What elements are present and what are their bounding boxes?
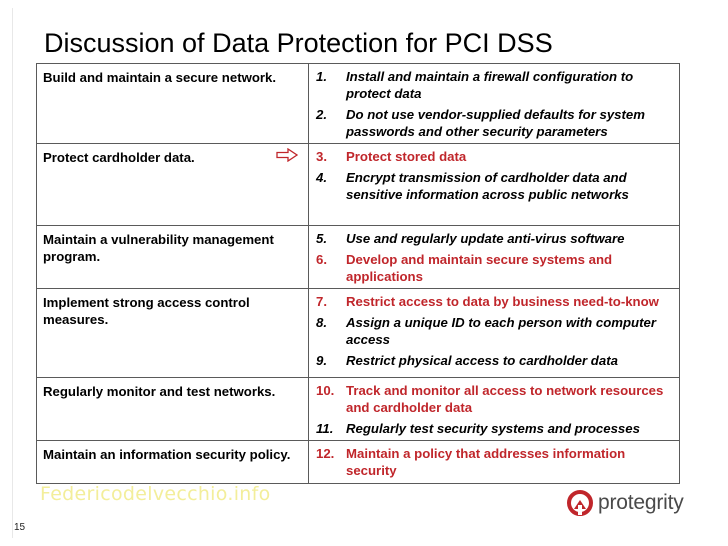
item-number: 10. — [316, 383, 335, 398]
list-item — [316, 106, 673, 140]
requirement-cell — [37, 441, 309, 484]
table-row — [37, 289, 680, 378]
item-text: Regularly test security systems and processes — [346, 421, 640, 436]
item-text: Maintain a policy that addresses information security — [346, 446, 626, 478]
requirement-text: Maintain a vulnerability management program. — [43, 232, 274, 264]
table-row — [37, 64, 680, 144]
list-item — [316, 68, 673, 102]
item-text: Use and regularly update anti-virus software — [346, 231, 625, 246]
item-text: Protect stored data — [346, 149, 467, 164]
items-cell — [309, 378, 680, 441]
list-item — [316, 169, 673, 203]
list-item — [316, 251, 673, 285]
requirement-cell — [37, 144, 309, 226]
requirement-cell — [37, 226, 309, 289]
item-text: Install and maintain a firewall configuration to protect data — [346, 69, 634, 101]
requirement-text: Regularly monitor and test networks. — [43, 384, 276, 399]
table-row — [37, 226, 680, 289]
requirement-text: Implement strong access control measures. — [43, 295, 250, 327]
items-cell — [309, 441, 680, 484]
page-title: Discussion of Data Protection for PCI DSS — [44, 28, 553, 58]
list-item — [316, 382, 673, 416]
requirement-text: Protect cardholder data. — [43, 150, 195, 165]
list-item — [316, 420, 673, 437]
item-number: 2. — [316, 107, 327, 122]
list-item — [316, 314, 673, 348]
list-item — [316, 352, 673, 369]
item-number: 5. — [316, 231, 327, 246]
item-text: Restrict access to data by business need-to-know — [346, 294, 659, 309]
list-item — [316, 293, 673, 310]
item-number: 7. — [316, 294, 327, 309]
slide-number: 15 — [14, 522, 26, 533]
requirement-text: Build and maintain a secure network. — [43, 70, 277, 85]
table-row — [37, 378, 680, 441]
right-arrow-icon — [276, 148, 298, 162]
item-number: 4. — [316, 170, 327, 185]
list-item — [316, 148, 673, 165]
item-number: 6. — [316, 252, 327, 267]
left-divider — [12, 8, 13, 538]
requirement-text: Maintain an information security policy. — [43, 447, 291, 462]
logo-text: protegrity — [598, 491, 684, 514]
requirement-cell — [37, 378, 309, 441]
table-row — [37, 144, 680, 226]
requirement-cell — [37, 289, 309, 378]
item-number: 9. — [316, 353, 327, 368]
requirement-cell — [37, 64, 309, 144]
item-number: 1. — [316, 69, 327, 84]
items-cell — [309, 144, 680, 226]
item-text: Develop and maintain secure systems and applications — [346, 252, 613, 284]
item-text: Restrict physical access to cardholder data — [346, 353, 618, 368]
item-text: Encrypt transmission of cardholder data and sensitive information across public networks — [346, 170, 629, 202]
protegrity-logo-icon — [566, 489, 594, 517]
items-cell — [309, 289, 680, 378]
protegrity-logo — [566, 489, 684, 517]
item-number: 3. — [316, 149, 327, 164]
item-text: Assign a unique ID to each person with computer access — [346, 315, 656, 347]
pci-requirements-table — [36, 63, 680, 484]
table-row — [37, 441, 680, 484]
list-item — [316, 230, 673, 247]
items-cell — [309, 64, 680, 144]
item-text: Track and monitor all access to network resources and cardholder data — [346, 383, 664, 415]
item-number: 12. — [316, 446, 335, 461]
list-item — [316, 445, 673, 479]
item-text: Do not use vendor-supplied defaults for system passwords and other security parameters — [346, 107, 645, 139]
items-cell — [309, 226, 680, 289]
watermark-text: Federicodelvecchio.info — [40, 483, 271, 505]
item-number: 8. — [316, 315, 327, 330]
item-number: 11. — [316, 421, 334, 436]
